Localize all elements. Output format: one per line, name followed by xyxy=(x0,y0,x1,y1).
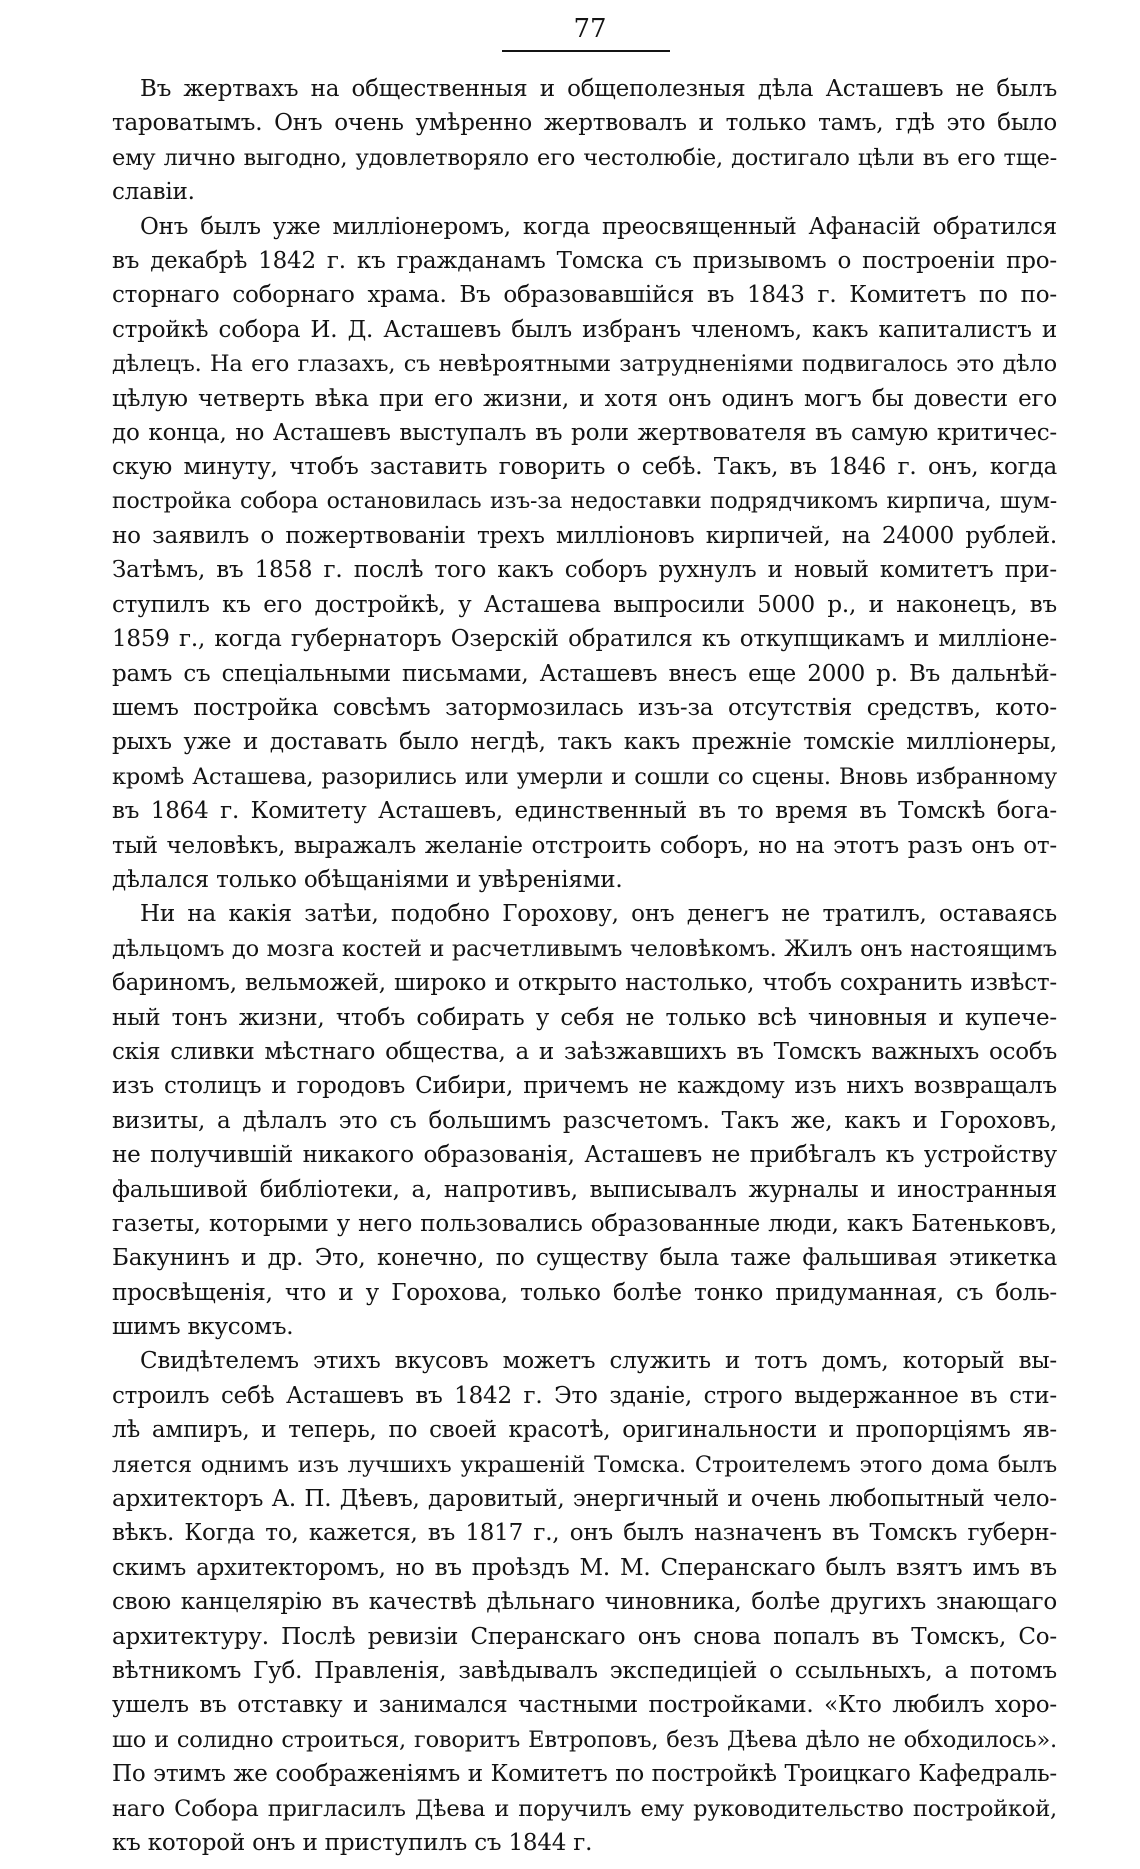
text-line: архитекторъ А. П. Дѣевъ, даровитый, энергичный и очень любопытный чело- xyxy=(112,1486,1057,1513)
paragraph xyxy=(112,897,1057,1344)
text-line: вѣтникомъ Губ. Правленія, завѣдывалъ экспедиціей о ссыльныхъ, а потомъ xyxy=(112,1657,1057,1684)
text-line: шо и солидно строиться, говоритъ Евтроповъ, безъ Дѣева дѣло не обходилось». xyxy=(112,1726,1057,1753)
text-line: тый человѣкъ, выражалъ желаніе отстроить соборъ, но на этотъ разъ онъ от- xyxy=(112,832,1057,859)
text-line: въ декабрѣ 1842 г. къ гражданамъ Томска съ призывомъ о построеніи про- xyxy=(112,247,1057,274)
text-line: бариномъ, вельможей, широко и открыто настолько, чтобъ сохранить извѣст- xyxy=(112,970,1057,997)
text-line: просвѣщенія, что и у Горохова, только болѣе тонко придуманная, съ боль- xyxy=(112,1279,1057,1306)
text-line: стройкѣ собора И. Д. Асташевъ былъ избранъ членомъ, какъ капиталистъ и xyxy=(112,316,1057,343)
text-line: сторнаго соборнаго храма. Въ образовавшійся въ 1843 г. Комитетъ по по- xyxy=(112,282,1057,309)
text-line: до конца, но Асташевъ выступалъ въ роли жертвователя въ самую критичес- xyxy=(112,419,1057,446)
text-line: изъ столицъ и городовъ Сибири, причемъ не каждому изъ нихъ возвращалъ xyxy=(112,1073,1057,1100)
text-line: 1859 г., когда губернаторъ Озерскій обратился къ откупщикамъ и милліоне- xyxy=(112,626,1057,653)
text-line: къ которой онъ и приступилъ съ 1844 г. xyxy=(112,1829,593,1856)
body-text xyxy=(112,72,1057,1860)
text-line: но заявилъ о пожертвованіи трехъ милліоновъ кирпичей, на 24000 рублей. xyxy=(112,523,1057,550)
text-line: Онъ былъ уже милліонеромъ, когда преосвященный Афанасій обратился xyxy=(140,213,1057,240)
text-line: скія сливки мѣстнаго общества, а и заѣзжавшихъ въ Томскъ важныхъ особъ xyxy=(112,1038,1057,1065)
text-line: ляется однимъ изъ лучшихъ украшеній Томска. Строителемъ этого дома былъ xyxy=(112,1451,1057,1478)
text-line: скимъ архитекторомъ, но въ проѣздъ М. М. Сперанскаго былъ взятъ имъ въ xyxy=(112,1554,1057,1581)
text-line: лѣ ампиръ, и теперь, по своей красотѣ, оригинальности и пропорціямъ яв- xyxy=(112,1417,1057,1444)
text-line: кромѣ Асташева, разорились или умерли и сошли со сцены. Вновь избранному xyxy=(112,763,1057,790)
text-line: архитектуру. Послѣ ревизіи Сперанскаго онъ снова попалъ въ Томскъ, Со- xyxy=(112,1623,1057,1650)
text-line: Свидѣтелемъ этихъ вкусовъ можетъ служить и тотъ домъ, который вы- xyxy=(140,1348,1057,1375)
paragraph xyxy=(112,72,1057,210)
text-line: По этимъ же соображеніямъ и Комитетъ по постройкѣ Троицкаго Кафедраль- xyxy=(112,1761,1057,1788)
text-line: свою канцелярію въ качествѣ дѣльнаго чиновника, болѣе другихъ знающаго xyxy=(112,1589,1057,1616)
text-line: ему лично выгодно, удовлетворяло его честолюбіе, достигало цѣли въ его тще- xyxy=(112,144,1057,171)
text-line: Затѣмъ, въ 1858 г. послѣ того какъ соборъ рухнулъ и новый комитетъ при- xyxy=(112,557,1057,584)
header-rule xyxy=(502,50,670,52)
book-page xyxy=(112,0,1057,1860)
text-line: постройка собора остановилась изъ-за недоставки подрядчикомъ кирпича, шум- xyxy=(112,488,1057,514)
text-line: вѣкъ. Когда то, кажется, въ 1817 г., онъ былъ назначенъ въ Томскъ губерн- xyxy=(112,1520,1057,1547)
text-line: рыхъ уже и доставать было негдѣ, такъ какъ прежніе томскіе милліонеры, xyxy=(112,729,1057,756)
text-line: строилъ себѣ Асташевъ въ 1842 г. Это зданіе, строго выдержанное въ сти- xyxy=(112,1382,1057,1409)
text-line: рамъ съ спеціальными письмами, Асташевъ внесъ еще 2000 р. Въ дальнѣй- xyxy=(112,660,1057,687)
text-line: Ни на какія затѣи, подобно Горохову, онъ денегъ не тратилъ, оставаясь xyxy=(140,901,1057,928)
text-line: ушелъ въ отставку и занимался частными постройками. «Кто любилъ хоро- xyxy=(112,1692,1057,1719)
page-header: 77 xyxy=(112,0,1057,54)
text-line: тароватымъ. Онъ очень умѣренно жертвовалъ и только тамъ, гдѣ это было xyxy=(112,110,1057,137)
text-line: славіи. xyxy=(112,179,195,206)
text-line: въ 1864 г. Комитету Асташевъ, единственный въ то время въ Томскѣ бога- xyxy=(112,798,1057,825)
text-line: не получившій никакого образованія, Асташевъ не прибѣгалъ къ устройству xyxy=(112,1142,1057,1169)
text-line: дѣлецъ. На его глазахъ, съ невѣроятными затрудненіями подвигалось это дѣло xyxy=(112,351,1057,378)
text-line: наго Собора пригласилъ Дѣева и поручилъ ему руководительство постройкой, xyxy=(112,1795,1057,1822)
paragraph xyxy=(112,1344,1057,1860)
text-line: дѣлался только обѣщаніями и увѣреніями. xyxy=(112,866,623,893)
paragraph xyxy=(112,210,1057,898)
text-line: ный тонъ жизни, чтобъ собирать у себя не только всѣ чиновныя и купече- xyxy=(112,1004,1057,1031)
text-line: газеты, которыми у него пользовались образованные люди, какъ Батеньковъ, xyxy=(112,1210,1057,1237)
text-line: фальшивой библіотеки, а, напротивъ, выписывалъ журналы и иностранныя xyxy=(112,1176,1057,1203)
text-line: дѣльцомъ до мозга костей и расчетливымъ человѣкомъ. Жилъ онъ настоящимъ xyxy=(112,935,1057,962)
text-line: шемъ постройка совсѣмъ затормозилась изъ-за отсутствія средствъ, кото- xyxy=(112,695,1057,722)
text-line: ступилъ къ его достройкѣ, у Асташева выпросили 5000 р., и наконецъ, въ xyxy=(112,591,1057,618)
text-line: визиты, а дѣлалъ это съ большимъ разсчетомъ. Такъ же, какъ и Гороховъ, xyxy=(112,1107,1057,1134)
text-line: скую минуту, чтобъ заставить говорить о себѣ. Такъ, въ 1846 г. онъ, когда xyxy=(112,454,1057,481)
text-line: шимъ вкусомъ. xyxy=(112,1314,294,1341)
text-line: Бакунинъ и др. Это, конечно, по существу была таже фальшивая этикетка xyxy=(112,1245,1057,1272)
text-line: цѣлую четверть вѣка при его жизни, и хотя онъ одинъ могъ бы довести его xyxy=(112,385,1057,412)
text-line: Въ жертвахъ на общественныя и общеполезныя дѣла Асташевъ не былъ xyxy=(140,76,1057,102)
